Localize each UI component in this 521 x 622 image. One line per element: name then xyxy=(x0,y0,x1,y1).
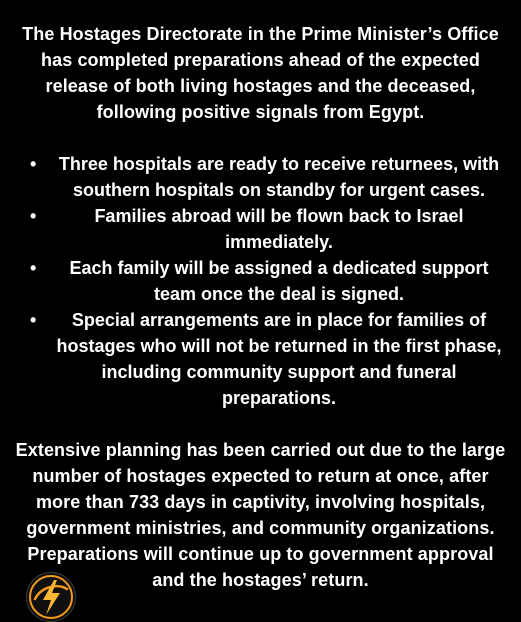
bullet-dot-icon: • xyxy=(30,206,37,226)
bullet-dot-icon: • xyxy=(30,258,37,278)
bullet-text: Three hospitals are ready to receive returnees, with southern hospitals on standby for urgent cases. xyxy=(58,154,500,200)
channel-logo[interactable] xyxy=(26,572,76,622)
bullet-dot-icon: • xyxy=(30,310,37,330)
intro-paragraph: The Hostages Directorate in the Prime Minister’s Office has completed preparations ahead of the expected release of both living hostages and the deceased, following positive signals from Egypt. xyxy=(22,24,499,122)
bullet-text: Families abroad will be flown back to Israel immediately. xyxy=(94,206,464,252)
bullet-list xyxy=(28,151,510,411)
list-item xyxy=(28,255,510,307)
bullet-dot-icon: • xyxy=(30,154,37,174)
list-item xyxy=(28,151,510,203)
bullet-text: Special arrangements are in place for families of hostages who will not be returned in the first phase, including community support and funeral preparations. xyxy=(56,310,502,408)
list-item xyxy=(28,307,510,411)
bullet-text: Each family will be assigned a dedicated support team once the deal is signed. xyxy=(69,258,489,304)
closing-paragraph: Extensive planning has been carried out due to the large number of hostages expected to return at once, after more than 733 days in captivity, involving hospitals, government ministries, and community organizations. Preparations will continue up to government approval and the hostages’ return. xyxy=(15,440,506,590)
lightning-emblem-icon xyxy=(27,573,75,621)
list-item xyxy=(28,203,510,255)
